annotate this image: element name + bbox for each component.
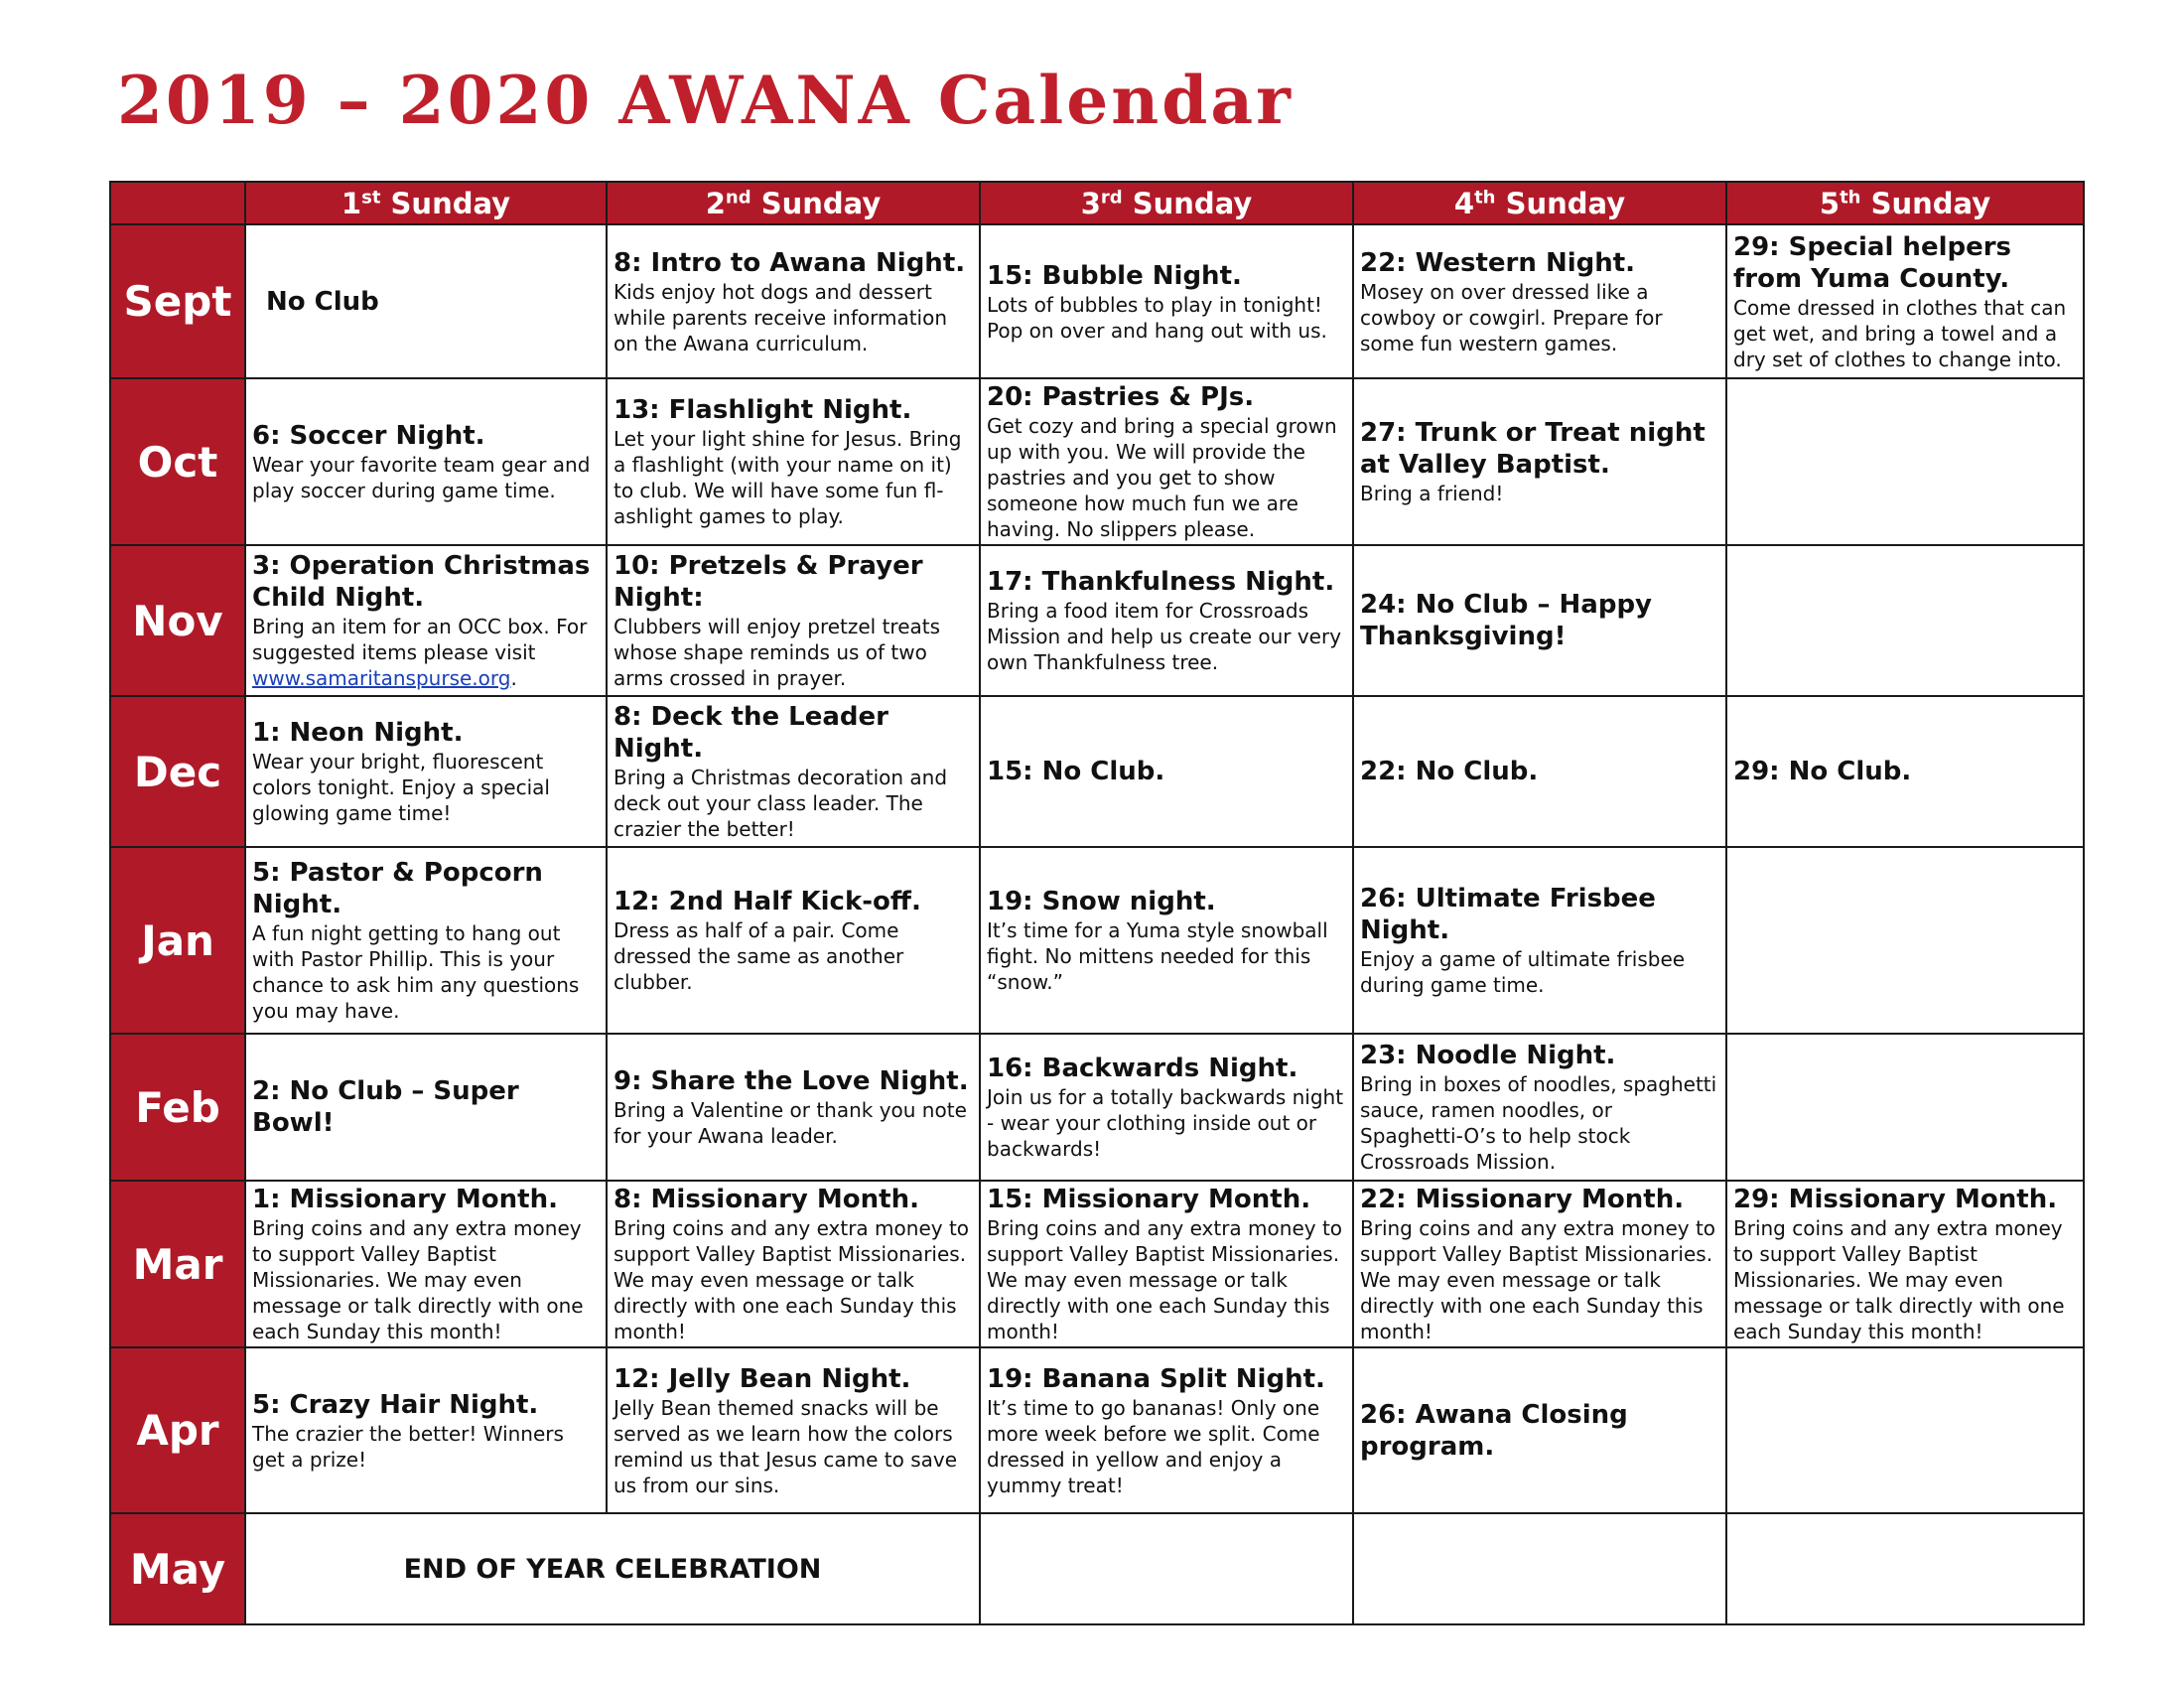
event-title: 1: Neon Night. [252,718,464,748]
event-description [987,413,1346,542]
event-title: 8: Intro to Awana Night. [614,247,966,278]
month-label: May [110,1513,245,1624]
event-title: 12: 2nd Half Kick-off. [614,887,921,916]
event-description [987,1395,1346,1498]
empty-cell [1726,378,2084,545]
event-cell [245,847,607,1034]
empty-cell [1726,847,2084,1034]
event-cell [607,1181,980,1347]
month-label: Nov [110,545,245,696]
column-header-2 [607,182,980,224]
event-cell [980,1181,1353,1347]
month-label: Jan [110,847,245,1034]
event-description-text: Wear your bright, fluorescent colors tonight. Enjoy a special glowing game time! [252,750,550,825]
event-cell [607,378,980,545]
event-title: 1: Missionary Month. [252,1185,558,1214]
event-description-text: Bring coins and any extra money to support Valley Baptist Missionaries. We may even message or talk directly with one each Sunday this month! [987,1216,1343,1343]
month-row-may [110,1513,2084,1624]
event-title: 12: Jelly Bean Night. [614,1363,911,1394]
month-label: Sept [110,224,245,378]
event-title: 5: Pastor & Popcorn Night. [252,858,543,919]
page-title: 2019 – 2020 AWANA Calendar [117,62,1294,139]
event-description [252,920,600,1024]
event-title: 29: Special helpers from Yuma County. [1733,231,2012,294]
column-header-5 [1726,182,2084,224]
event-description-text: Bring coins and any extra money to support Valley Baptist Missionaries. We may even message or talk directly with one each Sunday this month! [252,1216,584,1343]
event-cell [1726,224,2084,378]
event-title: 29: No Club. [1733,757,1912,786]
event-cell [980,224,1353,378]
month-label: Oct [110,378,245,545]
column-header-label: Sunday [1122,186,1253,220]
event-description-text: Bring a food item for Crossroads Mission and help us create our very own Thankfulness tree. [987,599,1342,674]
event-cell [980,1034,1353,1181]
event-title: 10: Pretzels & Prayer Night: [614,551,923,613]
event-title: 9: Share the Love Night. [614,1066,969,1096]
event-description-text: Bring coins and any extra money to support Valley Baptist Missionaries. We may even message or talk directly with one each Sunday this month! [1733,1216,2065,1343]
month-row-feb [110,1034,2084,1181]
event-cell [607,1347,980,1513]
event-description [614,426,973,529]
event-description-text: Bring coins and any extra money to support Valley Baptist Missionaries. We may even message or talk directly with one each Sunday this month! [1360,1216,1716,1343]
column-header-3 [980,182,1353,224]
event-description [1360,1071,1719,1175]
event-description [252,614,600,691]
event-description-text: Mosey on over dressed like a cowboy or cowgirl. Prepare for some fun western games. [1360,279,1663,355]
event-description-text: Let your light shine for Jesus. Bring a flashlight (with your name on it) to club. We will have some fun fl-ashlight games to play. [614,427,962,528]
event-description-text: Bring a Valentine or thank you note for your Awana leader. [614,1098,967,1148]
end-of-year-celebration: END OF YEAR CELEBRATION [245,1513,980,1624]
event-description-text: Dress as half of a pair. Come dressed the same as another clubber. [614,918,904,994]
event-title: 19: Banana Split Night. [987,1363,1325,1394]
event-cell [1353,847,1726,1034]
event-description [614,614,973,691]
event-cell [607,696,980,847]
event-description [987,917,1346,995]
empty-cell [1726,1513,2084,1624]
event-description [614,1215,973,1344]
event-description-text: Bring coins and any extra money to support Valley Baptist Missionaries. We may even message or talk directly with one each Sunday this month! [614,1216,970,1343]
samaritans-purse-link[interactable]: www.samaritanspurse.org [252,666,511,690]
month-row-jan [110,847,2084,1034]
event-cell [607,224,980,378]
event-cell [245,1347,607,1513]
event-title: 2: No Club – Super Bowl! [252,1076,519,1138]
event-description [1360,946,1719,998]
event-description-text: A fun night getting to hang out with Pastor Phillip. This is your chance to ask him any questions you may have. [252,921,580,1023]
event-description [987,292,1346,344]
event-description [252,1215,600,1344]
event-cell [1353,378,1726,545]
event-description-text: Come dressed in clothes that can get wet, and bring a towel and a dry set of clothes to change into. [1733,295,2067,371]
month-row-apr [110,1347,2084,1513]
event-description-text: Join us for a totally backwards night - wear your clothing inside out or backwards! [987,1085,1344,1161]
event-description [987,1215,1346,1344]
empty-cell [1353,1513,1726,1624]
event-cell [245,1034,607,1181]
column-header-number: 4 [1453,186,1475,220]
event-description [1733,295,2077,372]
event-cell [980,378,1353,545]
event-description [987,1084,1346,1162]
event-description-text: The crazier the better! Winners get a prize! [252,1421,564,1472]
event-cell [980,847,1353,1034]
event-description [614,1395,973,1498]
event-title: 22: Missionary Month. [1360,1185,1685,1214]
event-title: 8: Deck the Leader Night. [614,702,888,764]
event-description [1360,1215,1719,1344]
column-header-number: 1 [341,186,362,220]
event-title: 6: Soccer Night. [252,421,485,451]
event-description [252,1421,600,1473]
event-title: 3: Operation Christmas Child Night. [252,551,591,613]
link-trailing-punctuation: . [510,666,517,690]
empty-cell [980,1513,1353,1624]
month-row-mar [110,1181,2084,1347]
event-title: 15: Missionary Month. [987,1185,1311,1214]
event-cell [980,696,1353,847]
event-cell [1353,545,1726,696]
event-cell [245,224,607,378]
event-description [614,1097,973,1149]
month-label: Mar [110,1181,245,1347]
event-description [252,452,600,503]
event-description [252,749,600,826]
event-cell [245,378,607,545]
event-description [1360,279,1719,356]
event-title: 13: Flashlight Night. [614,395,912,425]
event-description-text: Bring a friend! [1360,482,1504,505]
month-label: Apr [110,1347,245,1513]
month-row-oct [110,378,2084,545]
corner-header-cell [110,182,245,224]
month-row-dec [110,696,2084,847]
event-cell [1726,1181,2084,1347]
event-title: 19: Snow night. [987,887,1216,916]
event-title: 27: Trunk or Treat night at Valley Baptist. [1360,418,1706,480]
event-cell [1353,1347,1726,1513]
event-title: 26: Awana Closing program. [1360,1399,1628,1462]
event-cell [245,696,607,847]
event-description-text: It’s time for a Yuma style snowball fight. No mittens needed for this “snow.” [987,918,1328,994]
event-cell [607,1034,980,1181]
event-description-text: Kids enjoy hot dogs and dessert while parents receive information on the Awana curriculum. [614,279,948,355]
event-description-text: Bring a Christmas decoration and deck out your class leader. The crazier the better! [614,766,948,841]
event-description-text: Enjoy a game of ultimate frisbee during game time. [1360,947,1686,997]
month-row-nov [110,545,2084,696]
event-cell [1353,1181,1726,1347]
column-header-suffix: th [1474,186,1496,208]
event-description [987,598,1346,675]
event-title: No Club [266,286,379,317]
column-header-suffix: th [1840,186,1861,208]
event-title: 24: No Club – Happy Thanksgiving! [1360,590,1652,651]
month-row-sept [110,224,2084,378]
event-title: 23: Noodle Night. [1360,1041,1616,1070]
month-label: Feb [110,1034,245,1181]
event-description-text: Bring an item for an OCC box. For suggested items please visit [252,615,588,664]
month-label: Dec [110,696,245,847]
event-description-text: Wear your favorite team gear and play soccer during game time. [252,453,591,502]
header-row [110,182,2084,224]
event-description [614,279,973,356]
column-header-label: Sunday [1495,186,1626,220]
event-title: 5: Crazy Hair Night. [252,1389,539,1420]
column-header-label: Sunday [380,186,511,220]
event-title: 15: No Club. [987,757,1165,786]
calendar-body [110,224,2084,1624]
event-cell [1726,696,2084,847]
column-header-suffix: rd [1100,186,1123,208]
column-header-label: Sunday [1860,186,1991,220]
event-title: 16: Backwards Night. [987,1054,1298,1083]
event-cell [1353,696,1726,847]
event-description-text: Bring in boxes of noodles, spaghetti sauce, ramen noodles, or Spaghetti-O’s to help stock Crossroads Mission. [1360,1072,1717,1174]
event-title: 8: Missionary Month. [614,1185,919,1214]
event-title: 20: Pastries & PJs. [987,382,1255,412]
column-header-label: Sunday [751,186,882,220]
event-title: 22: No Club. [1360,757,1539,786]
event-cell [245,1181,607,1347]
empty-cell [1726,1347,2084,1513]
event-title: 15: Bubble Night. [987,260,1242,291]
empty-cell [1726,1034,2084,1181]
event-title: 26: Ultimate Frisbee Night. [1360,884,1656,945]
event-description [614,765,973,842]
event-description-text: Jelly Bean themed snacks will be served as we learn how the colors remind us that Jesus came to save us from our sins. [614,1395,958,1497]
column-header-number: 2 [705,186,726,220]
column-header-1 [245,182,607,224]
event-cell [980,545,1353,696]
event-cell [607,847,980,1034]
column-header-number: 3 [1080,186,1101,220]
event-description [1360,481,1719,506]
column-header-number: 5 [1819,186,1841,220]
event-cell [1353,224,1726,378]
column-header-suffix: nd [725,186,751,208]
column-header-4 [1353,182,1726,224]
event-description-text: It’s time to go bananas! Only one more week before we split. Come dressed in yellow and enjoy a yummy treat! [987,1395,1320,1497]
event-cell [1353,1034,1726,1181]
event-title: 22: Western Night. [1360,247,1636,278]
event-cell [980,1347,1353,1513]
calendar-table [109,181,2085,1625]
column-header-suffix: st [361,186,381,208]
event-description-text: Get cozy and bring a special grown up with you. We will provide the pastries and you get to show someone how much fun we are having. No slippers please. [987,414,1337,541]
empty-cell [1726,545,2084,696]
event-description [1733,1215,2077,1344]
event-cell [607,545,980,696]
event-description [614,917,973,995]
event-description-text: Lots of bubbles to play in tonight! Pop on over and hang out with us. [987,292,1327,343]
event-title: 17: Thankfulness Night. [987,567,1335,597]
event-cell [245,545,607,696]
event-title: 29: Missionary Month. [1733,1185,2058,1214]
event-description-text: Clubbers will enjoy pretzel treats whose shape reminds us of two arms crossed in prayer. [614,615,941,690]
